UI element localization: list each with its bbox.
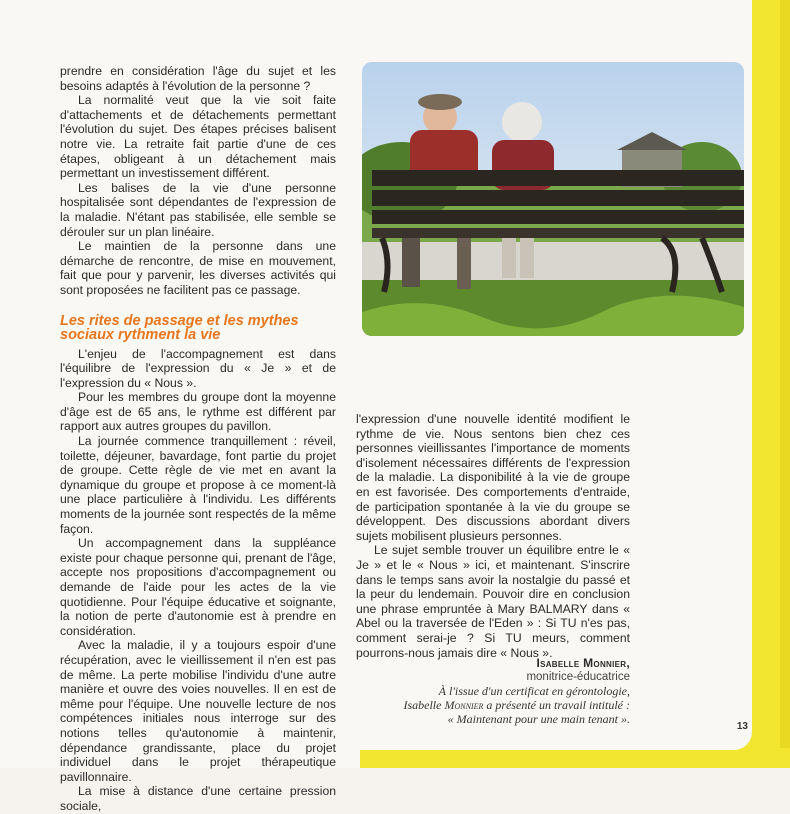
paragraph: prendre en considération l'âge du sujet et les besoins adaptés à l'évolution de la personne ? xyxy=(60,64,336,93)
author-name: Isabelle Monnier, xyxy=(536,656,630,670)
paragraph: Avec la maladie, il y a toujours espoir d'une récupération, avec le vieillissement il n'en est pas de même. La perte mobilise l'individu d'une autre manière et ouvre des voies nouvelles. Il en est de même pour l'équipe. Une nouvelle lecture de nos compétences initiales nous interroge sur des notions telles qu'autonomie à maintenir, dépendance grandissante, place du projet individuel dans le projet thérapeutique pavillonnaire. xyxy=(60,638,336,784)
paragraph: Le maintien de la personne dans une démarche de rencontre, de mise en mouvement, fait que pour y parvenir, les diverses activités qui sont proposées ne facilitent pas ce passage. xyxy=(60,239,336,297)
paragraph: l'expression d'une nouvelle identité modifient le rythme de vie. Nous sentons bien chez ces personnes vieillissantes l'importance de moments d'isolement nécessaires différents de l'expression de la maladie. La disponibilité à la vie de groupe en est favorisée. Des comportements d'entraide, de participation spontanée à la vie du groupe se développent. Des discussions abordant divers sujets mobilisent plusieurs personnes. xyxy=(356,412,630,543)
author-role: monitrice-éducatrice xyxy=(526,671,630,683)
bench-photo-illustration xyxy=(362,62,744,336)
paragraph: Un accompagnement dans la suppléance existe pour chaque personne qui, prenant de l'âge, accepte nos propositions d'accompagnement ou demande de l'aide pour les actes de la vie quotidienne. Pour l'équipe éducative et soignante, la notion de perte d'autonomie est à prendre en considération. xyxy=(60,536,336,638)
note-text: Isabelle xyxy=(403,698,445,712)
photo-couple-on-bench xyxy=(362,62,744,336)
paragraph: La journée commence tranquillement : réveil, toilette, déjeuner, bavardage, font partie du projet de groupe. Cette règle de vie met en avant la dynamique du groupe et propose à ce moment-là une place particulière à l'individu. Les différents moments de la journée sont respectés de la même façon. xyxy=(60,434,336,536)
paragraph: La normalité veut que la vie soit faite d'attachements et de détachements permettant l'évolution du sujet. Des étapes précises balisent notre vie. La retraite fait partie d'une de ces étapes, obligeant à un détachement mais permettant un investissement différent. xyxy=(60,93,336,181)
author-note-line1: À l'issue d'un certificat en gérontologie, xyxy=(438,684,630,698)
author-note-line3: « Maintenant pour une main tenant ». xyxy=(447,712,630,726)
author-signature xyxy=(380,656,630,726)
paragraph: L'enjeu de l'accompagnement est dans l'équilibre de l'expression du « Je » et de l'expression du « Nous ». xyxy=(60,346,336,390)
note-author-name: Monnier xyxy=(444,698,484,712)
paragraph: Pour les membres du groupe dont la moyenne d'âge est de 65 ans, le rythme est différent par rapport aux autres groupes du pavillon. xyxy=(60,390,336,434)
page-number: 13 xyxy=(736,721,748,732)
author-note-line2 xyxy=(380,698,630,712)
note-text: a présenté un travail intitulé : xyxy=(483,698,630,712)
left-text-column xyxy=(60,64,336,814)
paragraph: Les balises de la vie d'une personne hospitalisée sont dépendantes de l'expression de la maladie. N'étant pas stabilisée, elle semble se dérouler sur un plan linéaire. xyxy=(60,180,336,239)
right-text-column xyxy=(356,412,630,660)
paragraph: La mise à distance d'une certaine pression sociale, xyxy=(60,784,336,813)
section-heading: Les rites de passage et les mythes sociaux rythment la vie xyxy=(60,312,299,343)
yellow-frame-bottom xyxy=(352,748,790,768)
paragraph: Le sujet semble trouver un équilibre entre le « Je » et le « Nous » ici, et maintenant. S'inscrire dans le temps sans avoir la nostalgie du passé et la peur du lendemain. Pouvoir dire en conclusion une phrase empruntée à Mary BALMARY dans « Abel ou la traversée de l'Eden » : Si TU n'es pas, comment serai-je ? Si TU meurs, comment pourrons-nous jamais dire « Nous ». xyxy=(356,543,630,660)
